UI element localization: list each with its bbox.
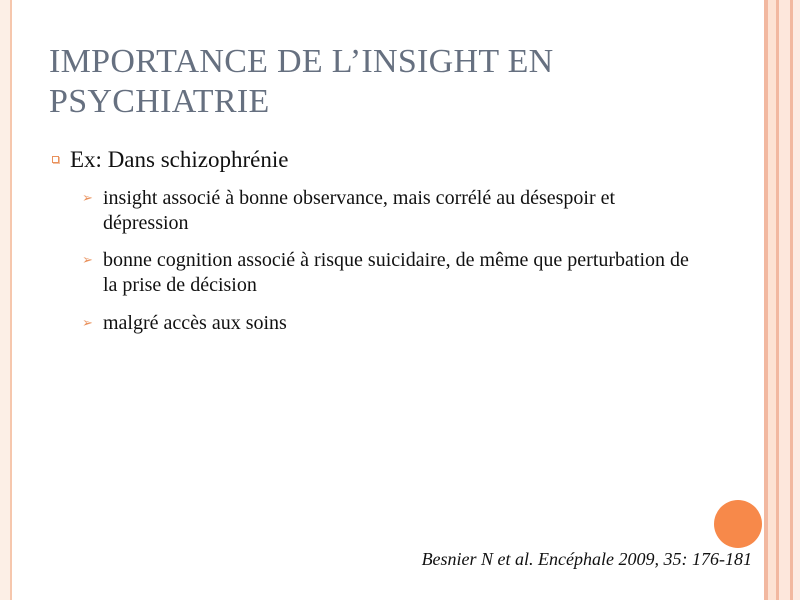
arrow-bullet-icon: ➢ <box>82 191 93 206</box>
arrow-bullet-icon: ➢ <box>82 316 93 331</box>
square-bullet-icon <box>52 156 59 163</box>
left-decor-stripe <box>0 0 10 600</box>
bullet-level1 <box>52 145 288 175</box>
citation: Besnier N et al. Encéphale 2009, 35: 176-181 <box>421 549 752 569</box>
subbullet-text: malgré accès aux soins <box>103 312 287 334</box>
right-decor-band <box>779 0 790 600</box>
orange-circle-decor <box>714 500 762 548</box>
subbullet-item <box>82 248 702 298</box>
arrow-bullet-icon: ➢ <box>82 253 93 268</box>
subbullet-text: bonne cognition associé à risque suicidaire, de même que perturbation de la prise de décision <box>103 249 689 296</box>
right-decor-band <box>768 0 776 600</box>
subbullet-text: insight associé à bonne observance, mais corrélé au désespoir et dépression <box>103 187 616 234</box>
slide-title: IMPORTANCE DE L’INSIGHT EN PSYCHIATRIE <box>49 43 554 120</box>
subbullet-item <box>82 186 702 236</box>
right-decor-band <box>793 0 800 600</box>
subbullet-item <box>82 311 702 337</box>
bullet-level1-text: Ex: Dans schizophrénie <box>70 147 289 172</box>
left-decor-line <box>10 0 12 600</box>
